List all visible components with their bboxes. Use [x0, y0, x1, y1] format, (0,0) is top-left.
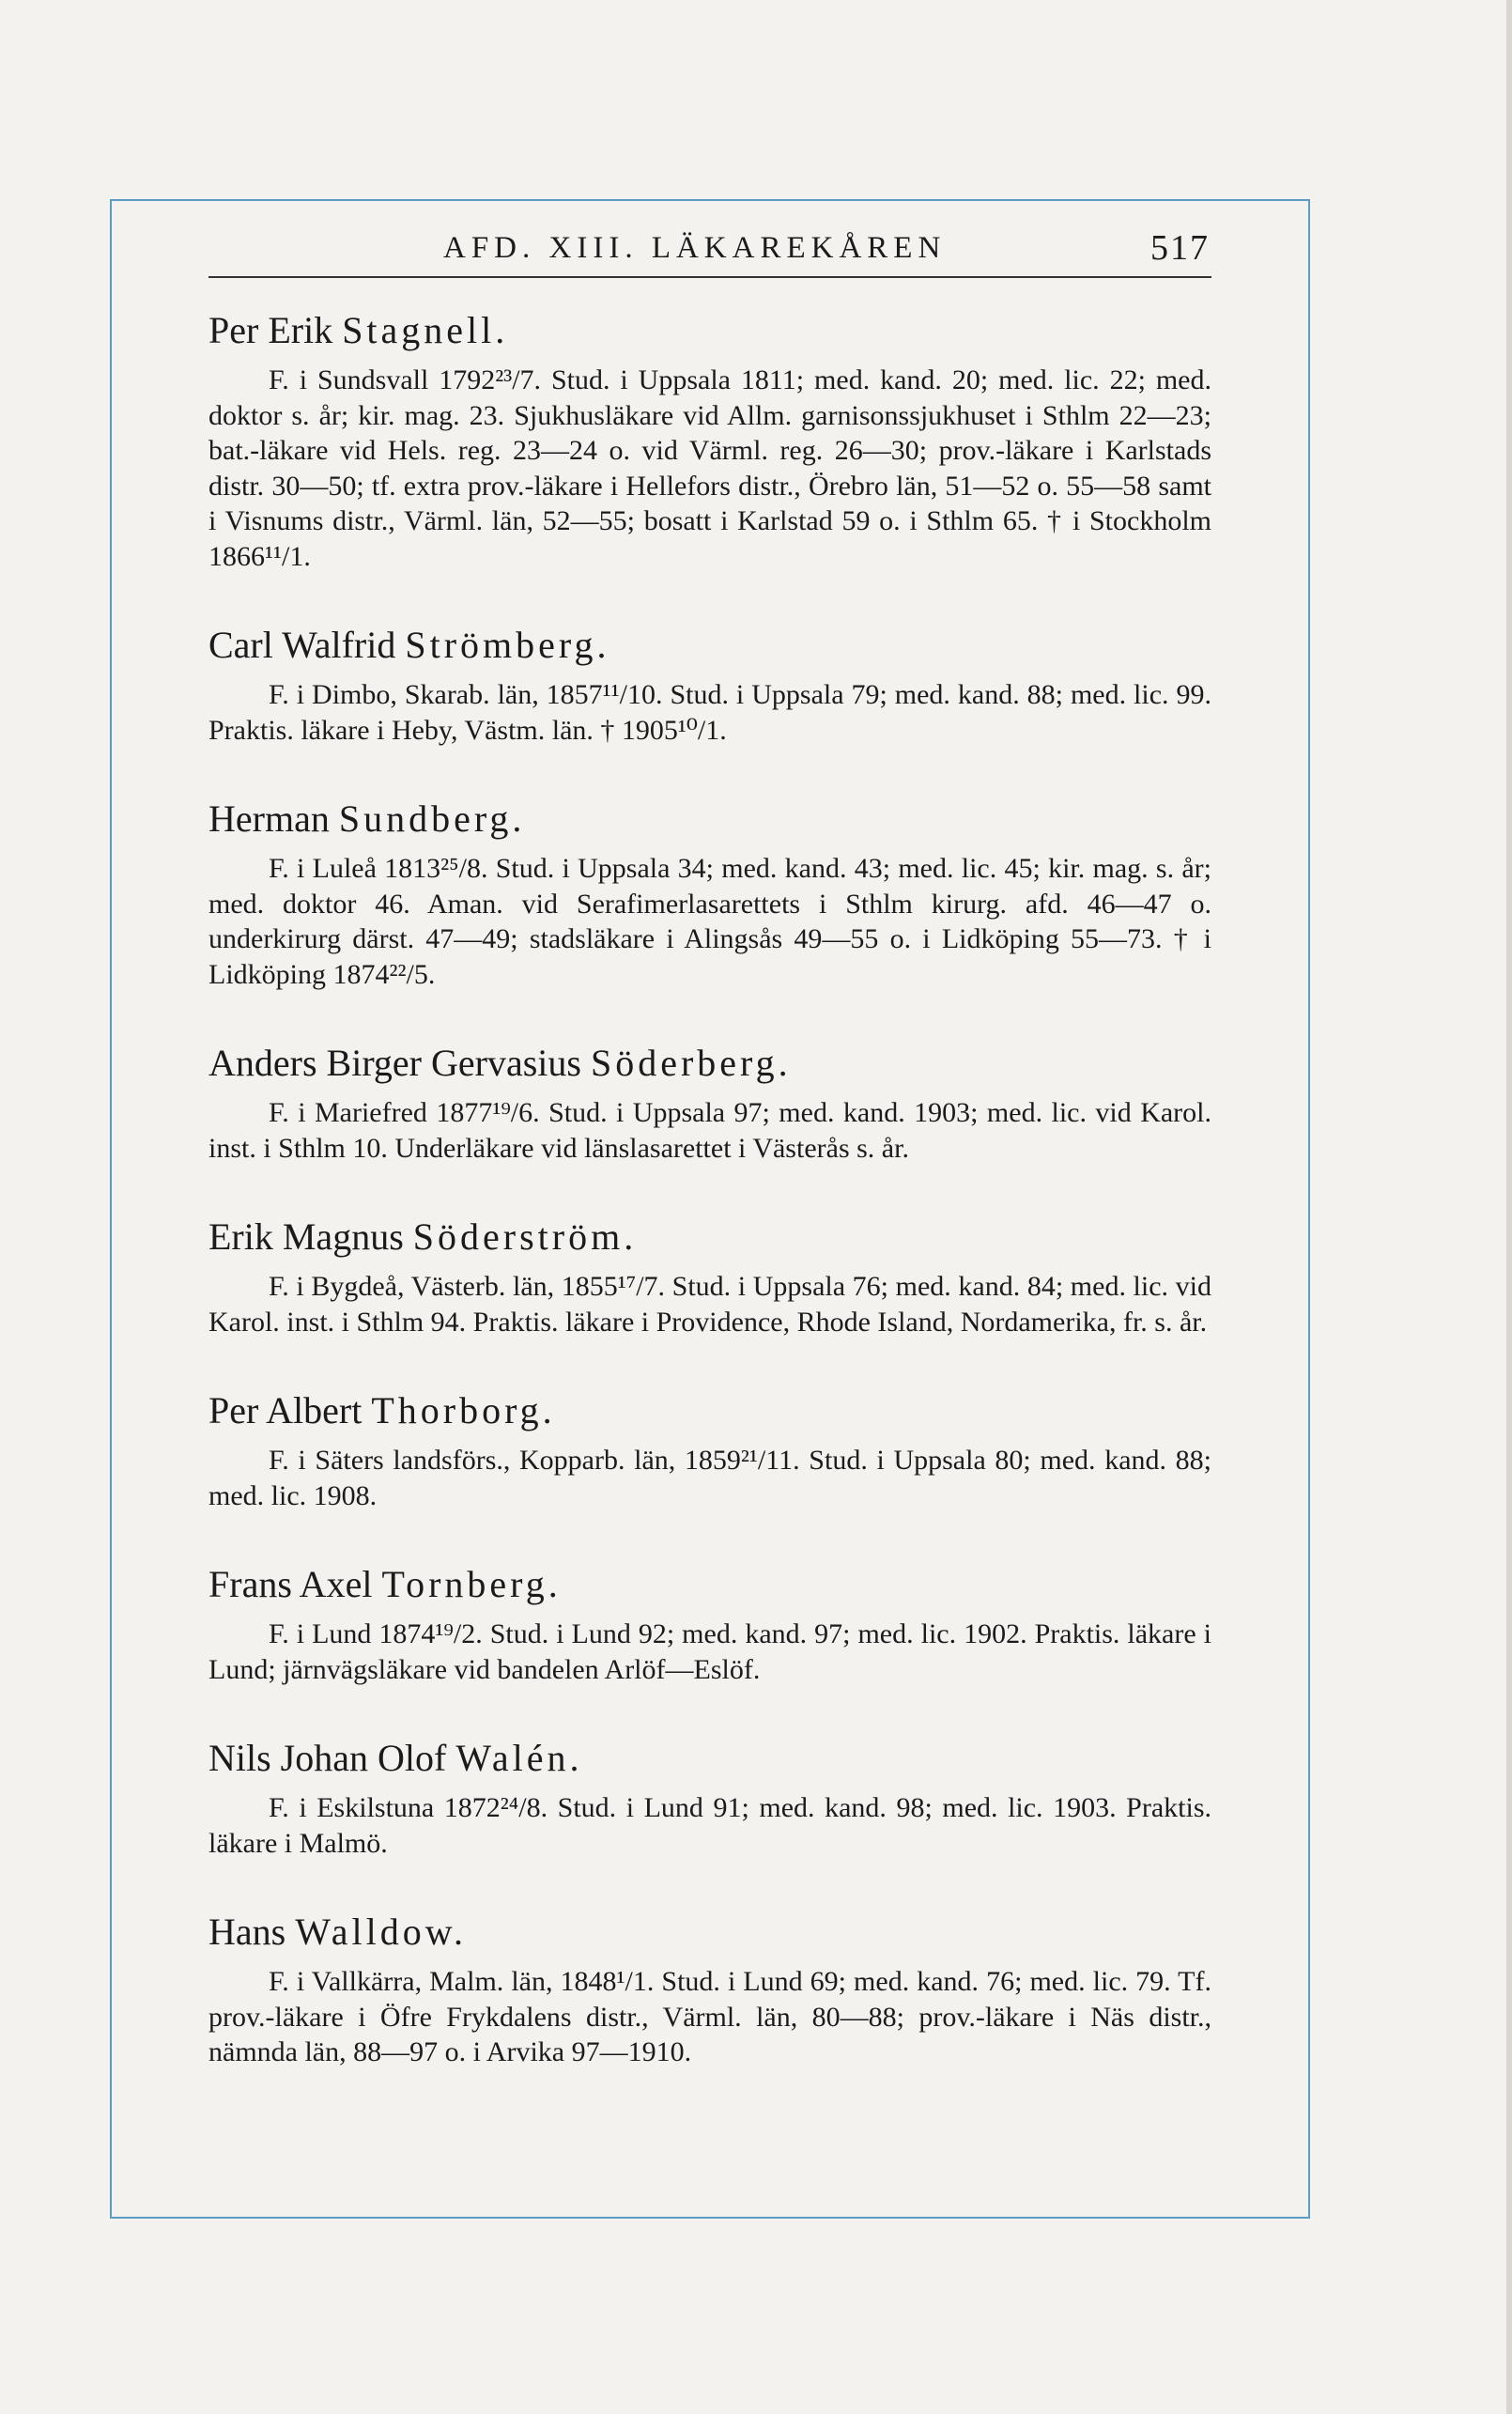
entry-name	[208, 306, 1211, 355]
biography-entry	[208, 1213, 1211, 1339]
entry-name	[208, 1908, 1211, 1957]
page-header	[208, 225, 1211, 278]
surname: Walldow.	[295, 1911, 468, 1953]
biography-entry	[208, 1386, 1211, 1513]
surname: Strömberg.	[405, 624, 610, 666]
biography-entry	[208, 795, 1211, 992]
given-names: Per Erik	[208, 309, 333, 351]
given-names: Herman	[208, 797, 330, 840]
running-title: AFD. XIII. LÄKAREKÅREN	[443, 231, 947, 265]
entry-name	[208, 1386, 1211, 1435]
entry-text: F. i Sundsvall 1792²³/7. Stud. i Uppsala 1811; med. kand. 20; med. lic. 22; med. doktor s. år; kir. mag. 23. Sjukhusläkare vid Allm. garnisonssjukhuset i Sthlm 22—23; bat.-läkare vid Hels. reg. 23—24 o. vid Värml. reg. 26—30; prov.-läkare i Karlstads distr. 30—50; tf. extra prov.-läkare i Hellefors distr., Örebro län, 51—52 o. 55—58 samt i Visnums distr., Värml. län, 52—55; bosatt i Karlstad 59 o. i Sthlm 65. † i Stockholm 1866¹¹/1.	[208, 364, 1211, 572]
surname: Stagnell.	[342, 309, 509, 351]
surname: Tornberg.	[381, 1563, 562, 1605]
page-edge	[1506, 0, 1512, 2414]
given-names: Anders Birger Gervasius	[208, 1042, 581, 1084]
given-names: Frans Axel	[208, 1563, 373, 1605]
entry-name	[208, 795, 1211, 843]
surname: Söderström.	[412, 1215, 638, 1258]
entry-name	[208, 621, 1211, 670]
entry-text: F. i Luleå 1813²⁵/8. Stud. i Uppsala 34; med. kand. 43; med. lic. 45; kir. mag. s. år; med. doktor 46. Aman. vid Serafimerlasarettets i Sthlm kirurg. afd. 46—47 o. underkirurg därst. 47—49; stadsläkare i Alingsås 49—55 o. i Lidköping 55—73. † i Lidköping 1874²²/5.	[208, 853, 1211, 990]
entry-name	[208, 1213, 1211, 1261]
entry-text: F. i Mariefred 1877¹⁹/6. Stud. i Uppsala 97; med. kand. 1903; med. lic. vid Karol. inst. i Sthlm 10. Underläkare vid länslasarettet i Västerås s. år.	[208, 1097, 1211, 1164]
biography-entry	[208, 1560, 1211, 1687]
entry-name	[208, 1734, 1211, 1783]
entry-text: F. i Lund 1874¹⁹/2. Stud. i Lund 92; med. kand. 97; med. lic. 1902. Praktis. läkare i Lund; järnvägsläkare vid bandelen Arlöf—Eslöf.	[208, 1618, 1211, 1685]
entry-text: F. i Bygdeå, Västerb. län, 1855¹⁷/7. Stud. i Uppsala 76; med. kand. 84; med. lic. vid Karol. inst. i Sthlm 94. Praktis. läkare i Providence, Rhode Island, Nordamerika, fr. s. år.	[208, 1271, 1211, 1338]
page-number: 517	[1150, 228, 1210, 268]
surname: Thorborg.	[371, 1389, 556, 1431]
entry-name	[208, 1560, 1211, 1609]
entry-text: F. i Dimbo, Skarab. län, 1857¹¹/10. Stud. i Uppsala 79; med. kand. 88; med. lic. 99. Praktis. läkare i Heby, Västm. län. † 1905¹⁰/1.	[208, 679, 1211, 746]
entry-text: F. i Eskilstuna 1872²⁴/8. Stud. i Lund 91; med. kand. 98; med. lic. 1903. Praktis. läkare i Malmö.	[208, 1792, 1211, 1859]
biography-entry	[208, 1734, 1211, 1861]
biography-entry	[208, 621, 1211, 748]
given-names: Nils Johan Olof	[208, 1737, 447, 1779]
given-names: Erik Magnus	[208, 1215, 404, 1258]
surname: Walén.	[455, 1737, 583, 1779]
biography-entry	[208, 306, 1211, 574]
biography-entry	[208, 1039, 1211, 1166]
surname: Sundberg.	[338, 797, 526, 840]
entry-text: F. i Säters landsförs., Kopparb. län, 1859²¹/11. Stud. i Uppsala 80; med. kand. 88; med. lic. 1908.	[208, 1445, 1211, 1511]
entry-text: F. i Vallkärra, Malm. län, 1848¹/1. Stud. i Lund 69; med. kand. 76; med. lic. 79. Tf. prov.-läkare i Öfre Frykdalens distr., Värml. län, 80—88; prov.-läkare i Näs distr., nämnda län, 88—97 o. i Arvika 97—1910.	[208, 1966, 1211, 2067]
given-names: Per Albert	[208, 1389, 363, 1431]
given-names: Hans	[208, 1911, 286, 1953]
biography-list	[208, 306, 1211, 2117]
biography-entry	[208, 1908, 1211, 2070]
surname: Söderberg.	[590, 1042, 792, 1084]
entry-name	[208, 1039, 1211, 1088]
given-names: Carl Walfrid	[208, 624, 396, 666]
